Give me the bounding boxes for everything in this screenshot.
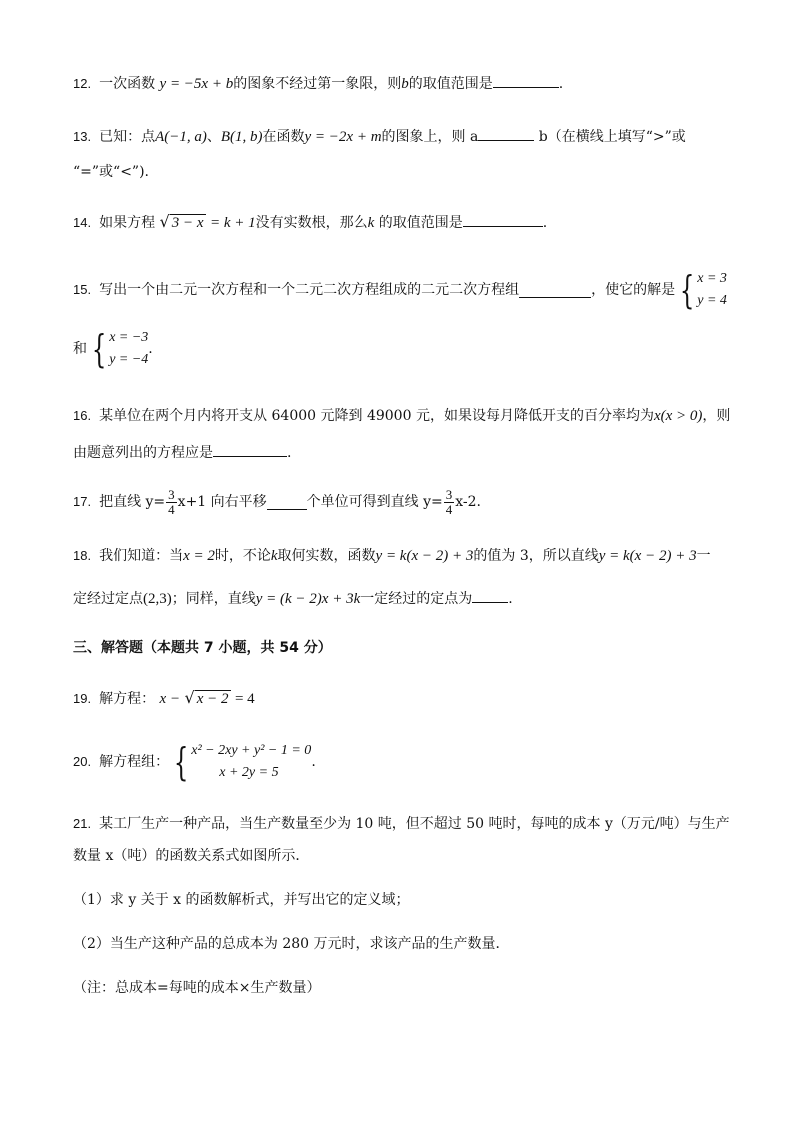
question-number: 15. (73, 282, 92, 297)
question-14: 14. 如果方程 √ 3 − x = k + 1没有实数根，那么k 的取值范围是 . (73, 212, 548, 231)
answer-blank[interactable] (478, 126, 534, 141)
fraction: $\frac{3}{4}$ (445, 486, 453, 517)
question-19: 19. 解方程： x − √ x − 2 = 4 (73, 688, 255, 707)
question-15: 15. 写出一个由二元一次方程和一个二元二次方程组成的二元二次方程组 ，使它的解是 { x = 3 y = 4 (73, 268, 727, 312)
section-heading: 三、解答题（本题共 7 小题，共 54 分） (73, 640, 332, 656)
question-number: 18. (73, 548, 92, 563)
question-21: 21. 某工厂生产一种产品，当生产数量至少为 10 吨，但不超过 50 吨时，每吨的成本 y（万元/吨）与生产 (73, 816, 730, 832)
question-16-cont: 由题意列出的方程应是 . (73, 442, 291, 463)
question-20: 20. 解方程组： { x² − 2xy + y² − 1 = 0 x + 2y = 5 . (73, 740, 316, 784)
question-21-part-1: （1）求 y 关于 x 的函数解析式，并写出它的定义域； (73, 892, 410, 908)
question-13-cont: “=”或“<”). (73, 164, 150, 180)
question-16: 16. 某单位在两个月内将开支从 64000 元降到 49000 元，如果设每月降低开支的百分率均为x(x > 0)，则 (73, 408, 731, 424)
question-13: 13. 已知：点A(−1, a)、B(1, b)在函数y = −2x + m的图象上，则 a b（在横线上填写“>”或 (73, 126, 686, 147)
question-12: 12. 一次函数 y = −5x + b的图象不经过第一象限，则b的取值范围是 . (73, 73, 563, 94)
question-number: 21. (73, 816, 92, 831)
question-18: 18. 我们知道：当x = 2时，不论k取何实数，函数y = k(x − 2) + 3的值为 3，所以直线y = k(x − 2) + 3一 (73, 548, 711, 564)
question-number: 12. (73, 76, 92, 91)
fraction: $\frac{3}{4}$ (168, 486, 175, 517)
sqrt-expression: √ x − 2 (184, 688, 229, 707)
answer-blank[interactable] (213, 442, 287, 457)
question-15-cont: 和 { x = −3 y = −4 . (73, 327, 153, 371)
solution-system-1: { x = 3 y = 4 (679, 268, 727, 312)
answer-blank[interactable] (493, 73, 559, 88)
question-17: 17. 把直线 y= $\frac{3}{4}$ x+1 向右平移 个单位可得到直线 y= $\frac{3}{4}$ x-2. (73, 486, 481, 517)
question-21-note: （注：总成本=每吨的成本×生产数量） (73, 980, 321, 996)
question-number: 13. (73, 129, 92, 144)
answer-blank[interactable] (463, 212, 543, 227)
question-number: 16. (73, 408, 92, 423)
question-number: 17. (73, 494, 92, 509)
answer-blank[interactable] (519, 283, 591, 298)
question-number: 19. (73, 691, 92, 706)
sqrt-expression: √ 3 − x (159, 212, 204, 231)
answer-blank[interactable] (267, 495, 307, 510)
solution-system-2: { x = −3 y = −4 (91, 327, 149, 371)
answer-blank[interactable] (472, 588, 508, 603)
question-21-cont: 数量 x（吨）的函数关系式如图所示． (73, 848, 310, 864)
question-number: 20. (73, 754, 92, 769)
question-18-cont: 定经过定点(2,3)；同样，直线y = (k − 2)x + 3k一定经过的定点为 . (73, 588, 513, 609)
equation-system: { x² − 2xy + y² − 1 = 0 x + 2y = 5 (173, 740, 312, 784)
question-21-part-2: （2）当生产这种产品的总成本为 280 万元时，求该产品的生产数量． (73, 936, 510, 952)
question-number: 14. (73, 215, 92, 230)
math-expression: y = −5x + b (159, 76, 234, 92)
